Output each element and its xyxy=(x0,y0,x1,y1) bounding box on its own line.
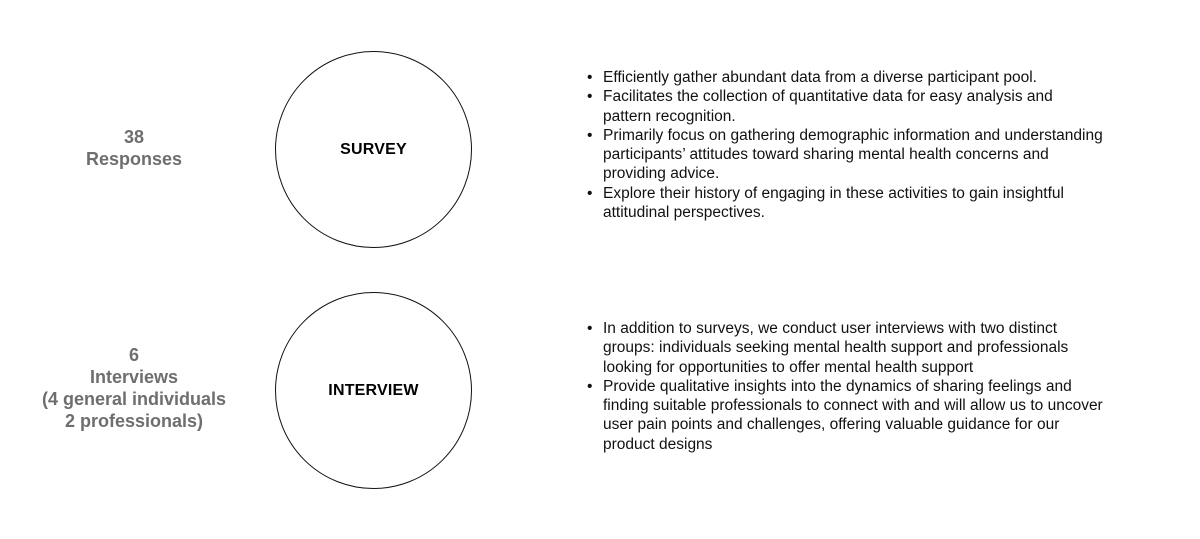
interview-method-label: INTERVIEW xyxy=(328,381,419,399)
survey-circle xyxy=(275,51,472,248)
survey-bullet: • Primarily focus on gathering demographic information and understanding participants’ attitudes toward sharing mental health concerns and providing advice. xyxy=(585,126,1105,184)
survey-bullet-list xyxy=(585,68,1105,222)
interview-circle xyxy=(275,292,472,489)
survey-bullet: • Efficiently gather abundant data from a diverse participant pool. xyxy=(585,68,1105,87)
survey-count: 38 xyxy=(123,127,145,147)
survey-stat xyxy=(24,126,244,170)
interview-count-label: Interviews xyxy=(89,367,179,387)
survey-bullet: • Facilitates the collection of quantitative data for easy analysis and pattern recognition. xyxy=(585,87,1105,126)
survey-method-label: SURVEY xyxy=(340,140,407,158)
survey-count-label: Responses xyxy=(85,149,183,169)
survey-bullet: • Explore their history of engaging in these activities to gain insightful attitudinal perspectives. xyxy=(585,184,1105,223)
interview-detail-line: 2 professionals) xyxy=(64,411,204,431)
interview-detail-line: (4 general individuals xyxy=(41,389,227,409)
interview-bullet-list xyxy=(585,319,1105,454)
interview-bullet: • Provide qualitative insights into the dynamics of sharing feelings and finding suitable professionals to connect with and will allow us to uncover user pain points and challenges, offering valuable guidance for our product designs xyxy=(585,377,1105,454)
interview-bullet: • In addition to surveys, we conduct user interviews with two distinct groups: individuals seeking mental health support and professionals looking for opportunities to offer mental health support xyxy=(585,319,1105,377)
interview-count: 6 xyxy=(128,345,139,365)
interview-stat xyxy=(24,344,244,432)
